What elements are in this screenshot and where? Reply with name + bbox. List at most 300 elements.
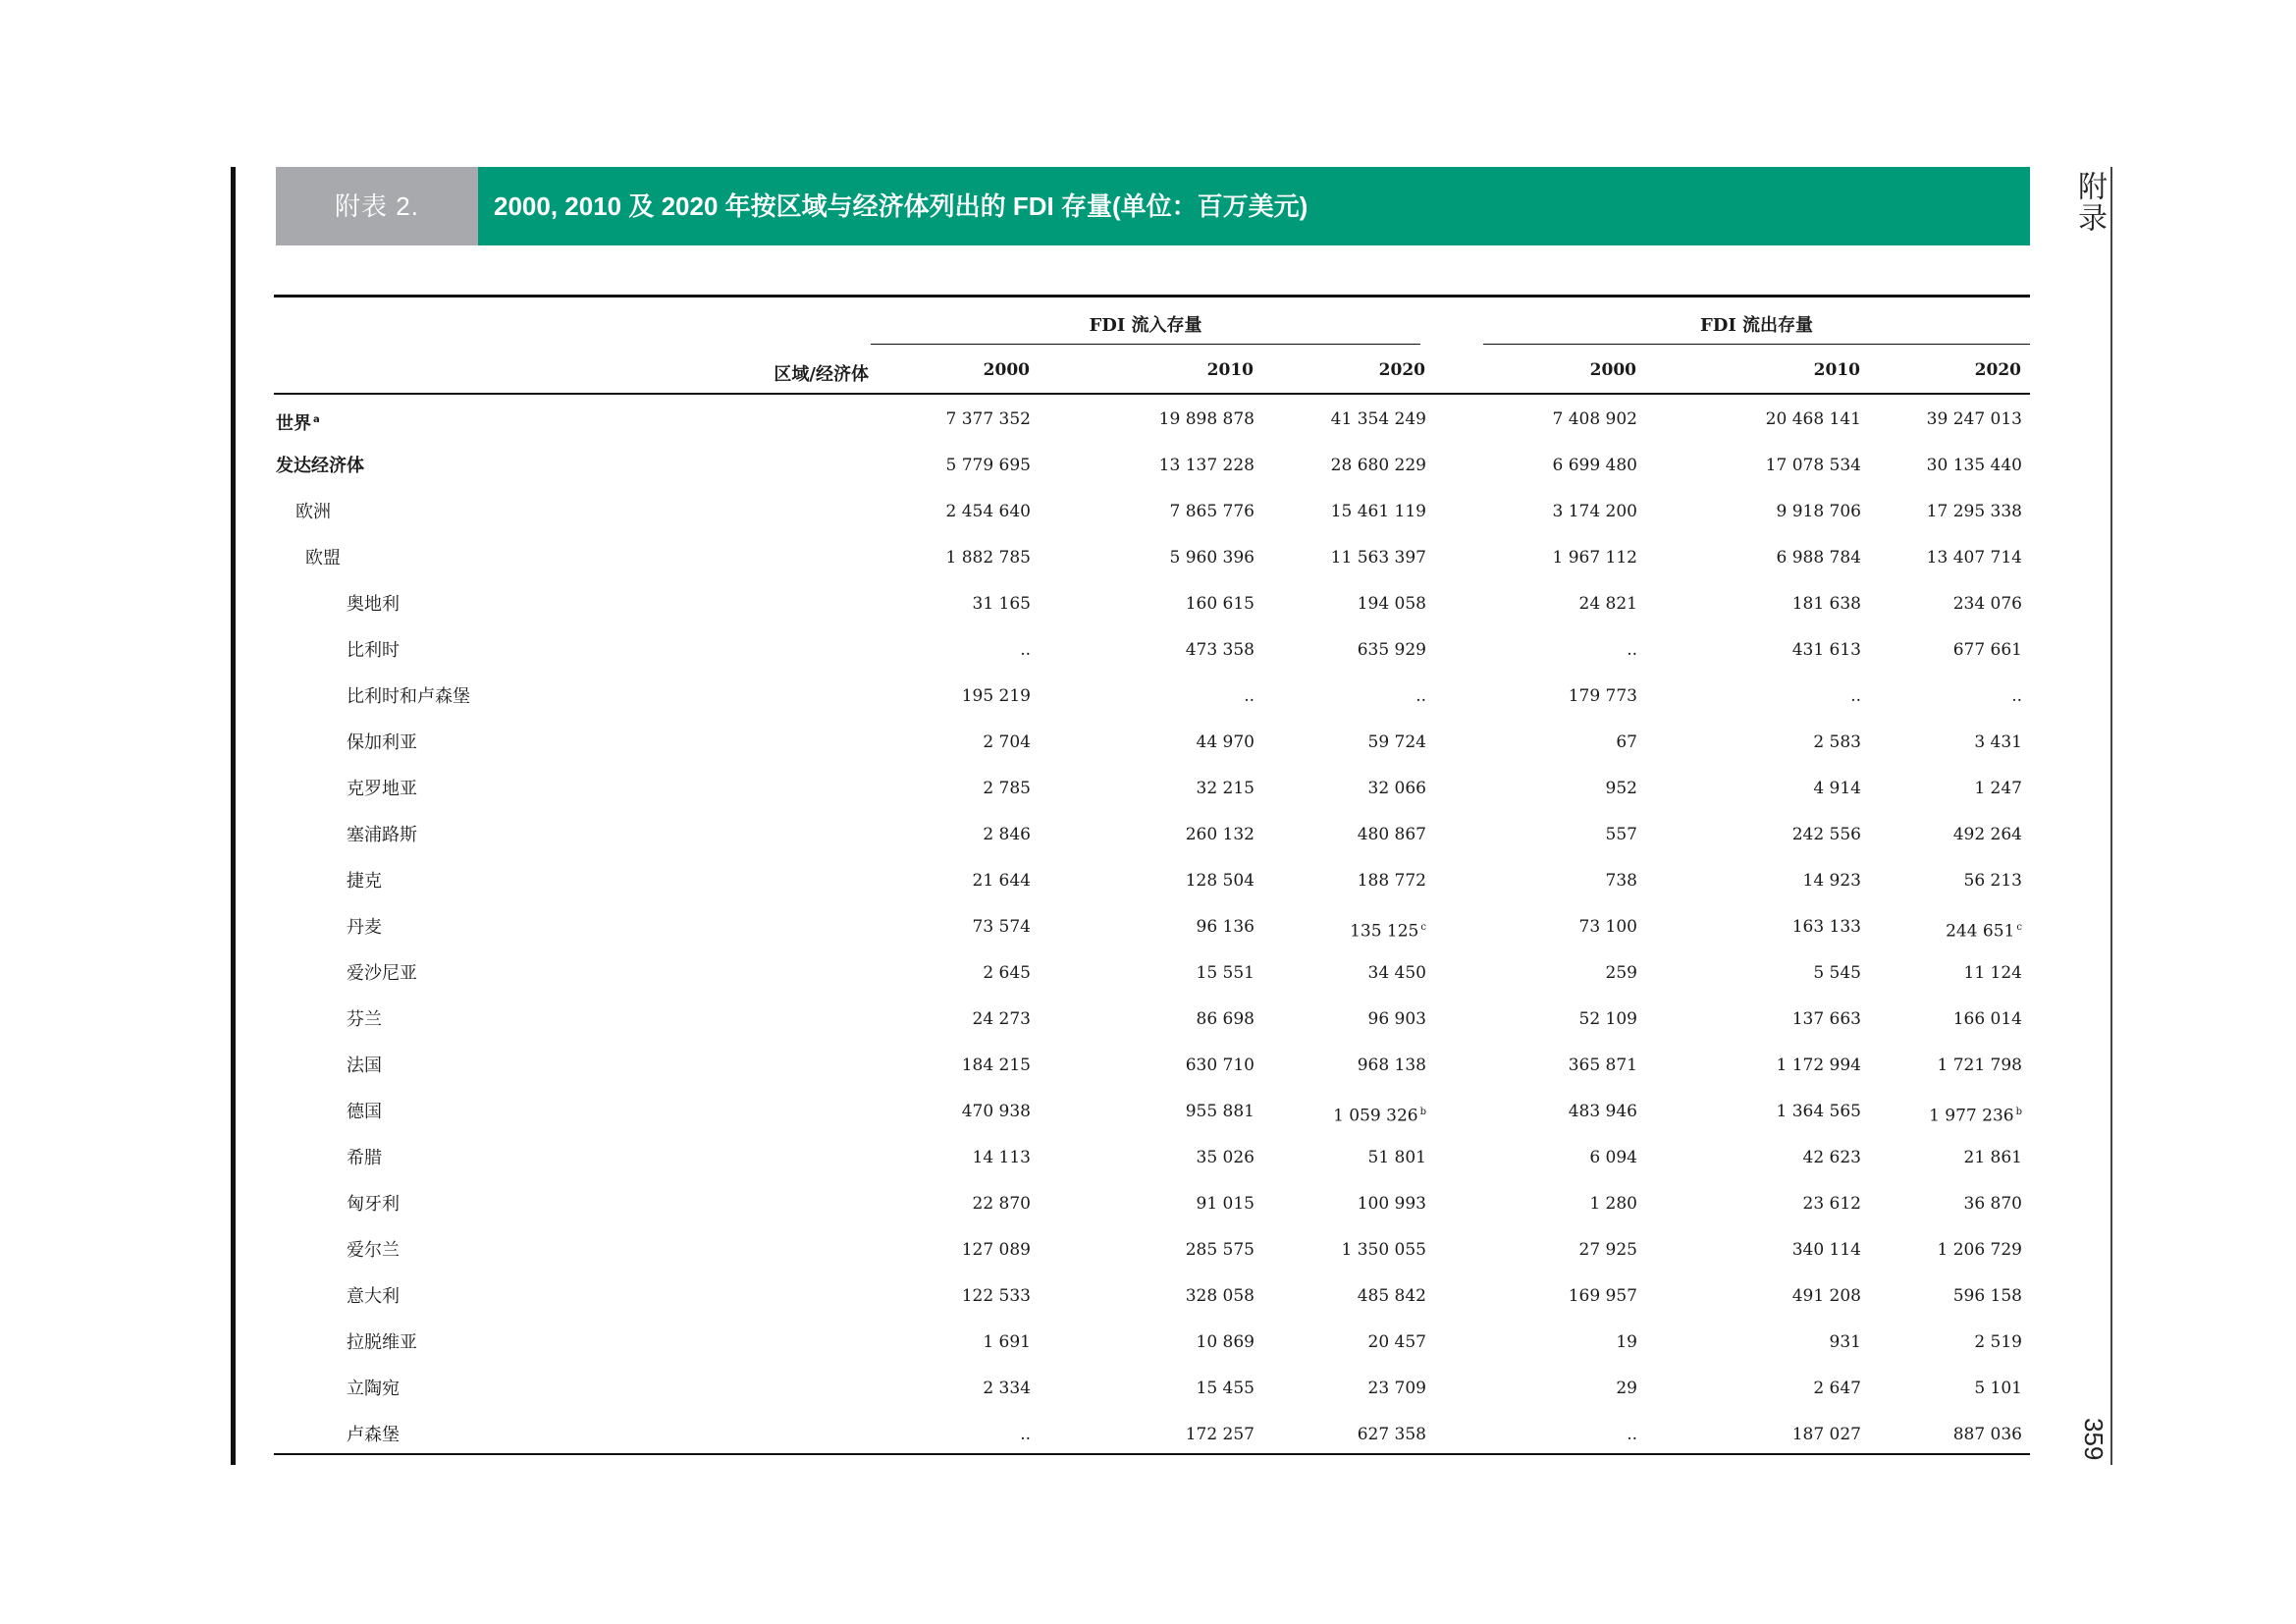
value-cell <box>834 535 1031 581</box>
row-label <box>347 1320 417 1366</box>
table-row <box>274 1043 2030 1089</box>
value-cell <box>1441 1366 1637 1412</box>
value-cell <box>1230 1135 1426 1181</box>
value-cell <box>1441 489 1637 535</box>
value-cell <box>1230 581 1426 627</box>
value-cell <box>1058 443 1255 489</box>
value-cell <box>1441 950 1637 997</box>
value-cell <box>1826 1273 2022 1320</box>
value-cell <box>1230 397 1426 443</box>
value-text: 9 918 706 <box>1776 502 1861 521</box>
row-label <box>305 535 341 581</box>
value-cell <box>834 1135 1031 1181</box>
value-text: 7 408 902 <box>1552 409 1637 429</box>
value-cell <box>1230 1273 1426 1320</box>
value-text: 2 785 <box>983 779 1031 798</box>
value-cell <box>1441 674 1637 720</box>
economy-name: 芬兰 <box>347 1009 382 1030</box>
value-cell <box>834 1227 1031 1273</box>
value-text: 17 295 338 <box>1926 502 2022 521</box>
value-cell <box>1826 674 2022 720</box>
value-cell <box>1441 1043 1637 1089</box>
economy-name: 德国 <box>347 1102 382 1122</box>
table-row <box>274 1320 2030 1366</box>
value-cell <box>834 1366 1031 1412</box>
table-row <box>274 1089 2030 1135</box>
value-cell <box>1826 489 2022 535</box>
value-text: .. <box>1850 686 1861 706</box>
value-text: 485 842 <box>1357 1286 1426 1306</box>
value-cell <box>1058 1181 1255 1227</box>
value-cell <box>1441 1181 1637 1227</box>
value-cell <box>1230 904 1426 955</box>
economy-name: 塞浦路斯 <box>347 825 417 845</box>
value-text: 365 871 <box>1568 1056 1637 1075</box>
value-text: 14 923 <box>1802 871 1861 891</box>
value-text: 480 867 <box>1357 825 1426 844</box>
row-label <box>347 950 417 997</box>
value-cell <box>1058 1366 1255 1412</box>
value-text: 36 870 <box>1963 1194 2022 1214</box>
value-text: 431 613 <box>1791 640 1861 660</box>
value-cell <box>1441 1227 1637 1273</box>
value-cell <box>1826 1320 2022 1366</box>
value-text: 5 545 <box>1813 963 1861 983</box>
value-text: .. <box>1627 640 1637 660</box>
value-cell <box>1058 397 1255 443</box>
value-text: 952 <box>1605 779 1637 798</box>
value-cell <box>1230 858 1426 904</box>
value-cell <box>1826 627 2022 674</box>
value-cell <box>1230 1043 1426 1089</box>
value-cell <box>834 489 1031 535</box>
value-cell <box>1441 581 1637 627</box>
value-text: 52 109 <box>1578 1009 1637 1029</box>
value-text: 20 468 141 <box>1765 409 1861 429</box>
value-text: 6 699 480 <box>1552 456 1637 475</box>
value-text: 24 821 <box>1578 594 1637 614</box>
value-cell <box>1826 397 2022 443</box>
value-text: 187 027 <box>1791 1425 1861 1444</box>
table-row <box>274 904 2030 950</box>
value-cell <box>834 1273 1031 1320</box>
value-text: 6 988 784 <box>1776 548 1861 568</box>
table-row <box>274 535 2030 581</box>
value-cell <box>1441 397 1637 443</box>
value-text: .. <box>1627 1425 1637 1444</box>
value-text: 14 113 <box>972 1148 1031 1167</box>
value-cell <box>1230 997 1426 1043</box>
value-cell <box>834 397 1031 443</box>
value-text: 35 026 <box>1196 1148 1255 1167</box>
value-text: 4 914 <box>1813 779 1861 798</box>
value-text: 2 454 640 <box>945 502 1031 521</box>
value-cell <box>834 997 1031 1043</box>
value-cell <box>1230 443 1426 489</box>
value-cell <box>1441 997 1637 1043</box>
value-text: 2 583 <box>1813 732 1861 752</box>
table-row <box>274 1227 2030 1273</box>
value-text: 179 773 <box>1568 686 1637 706</box>
value-cell <box>1826 812 2022 858</box>
value-text: 492 264 <box>1952 825 2022 844</box>
value-text: 2 647 <box>1813 1379 1861 1398</box>
value-cell <box>1441 627 1637 674</box>
table-row <box>274 397 2030 443</box>
value-cell <box>1826 581 2022 627</box>
value-cell <box>1826 858 2022 904</box>
value-cell <box>1826 950 2022 997</box>
value-cell <box>1441 904 1637 950</box>
value-text: 1 280 <box>1589 1194 1637 1214</box>
row-label <box>347 581 400 627</box>
top-rule <box>274 295 2030 298</box>
value-cell <box>834 674 1031 720</box>
value-text: 73 100 <box>1578 917 1637 937</box>
inward-stock-header: FDI 流入存量 <box>1089 315 1202 336</box>
value-text: 32 215 <box>1196 779 1255 798</box>
table-row <box>274 581 2030 627</box>
value-text: 32 066 <box>1367 779 1426 798</box>
value-text: 260 132 <box>1185 825 1255 844</box>
economy-name: 捷克 <box>347 871 382 892</box>
economy-name: 欧洲 <box>295 502 331 522</box>
value-cell <box>1826 443 2022 489</box>
economy-name: 保加利亚 <box>347 732 417 753</box>
value-text: 135 125 <box>1350 921 1419 942</box>
value-cell <box>1058 581 1255 627</box>
value-cell <box>834 1412 1031 1458</box>
value-text: 7 377 352 <box>945 409 1031 429</box>
value-cell <box>1441 1135 1637 1181</box>
table-row <box>274 1412 2030 1458</box>
value-text: 259 <box>1605 963 1637 983</box>
value-text: 1 247 <box>1974 779 2022 798</box>
value-cell <box>1441 1273 1637 1320</box>
value-text: 169 957 <box>1568 1286 1637 1306</box>
value-text: 194 058 <box>1357 594 1426 614</box>
value-cell <box>1058 1320 1255 1366</box>
value-text: 42 623 <box>1802 1148 1861 1167</box>
value-text: 242 556 <box>1791 825 1861 844</box>
economy-name: 匈牙利 <box>347 1194 400 1215</box>
value-cell <box>1058 858 1255 904</box>
table-title: 2000, 2010 及 2020 年按区域与经济体列出的 FDI 存量(单位：百万美元) <box>478 167 2030 245</box>
value-text: 27 925 <box>1578 1240 1637 1260</box>
value-text: 122 533 <box>961 1286 1031 1306</box>
value-cell <box>1826 720 2022 766</box>
economy-name: 法国 <box>347 1056 382 1076</box>
row-label <box>347 812 417 858</box>
value-text: 73 574 <box>972 917 1031 937</box>
value-cell <box>1826 1181 2022 1227</box>
year-header-outward-2000: 2000 <box>1589 360 1636 380</box>
value-cell <box>1058 489 1255 535</box>
value-text: 86 698 <box>1196 1009 1255 1029</box>
value-cell <box>834 766 1031 812</box>
value-text: 21 861 <box>1963 1148 2022 1167</box>
value-text: 931 <box>1829 1332 1861 1352</box>
value-cell <box>1441 858 1637 904</box>
value-text: .. <box>1020 1425 1031 1444</box>
value-cell <box>834 812 1031 858</box>
value-cell <box>1058 766 1255 812</box>
value-cell <box>1230 627 1426 674</box>
table-row <box>274 1366 2030 1412</box>
value-cell <box>1230 674 1426 720</box>
value-text: 195 219 <box>961 686 1031 706</box>
value-cell <box>1230 535 1426 581</box>
value-cell <box>1058 1135 1255 1181</box>
value-text: 1 882 785 <box>945 548 1031 568</box>
row-label <box>347 720 417 766</box>
value-text: 2 846 <box>983 825 1031 844</box>
value-text: 2 645 <box>983 963 1031 983</box>
region-economy-header: 区域/经济体 <box>774 364 869 385</box>
value-text: 491 208 <box>1791 1286 1861 1306</box>
value-text: 1 691 <box>983 1332 1031 1352</box>
value-text: 738 <box>1605 871 1637 891</box>
row-label <box>347 1181 400 1227</box>
value-cell <box>834 720 1031 766</box>
value-cell <box>834 627 1031 674</box>
value-text: 3 174 200 <box>1552 502 1637 521</box>
row-label <box>347 1089 382 1135</box>
value-cell <box>1230 950 1426 997</box>
economy-name: 发达经济体 <box>276 456 364 476</box>
value-text: 23 709 <box>1367 1379 1426 1398</box>
value-text: 96 136 <box>1196 917 1255 937</box>
value-text: 96 903 <box>1367 1009 1426 1029</box>
table-row <box>274 674 2030 720</box>
value-cell <box>1058 812 1255 858</box>
value-cell <box>1058 1412 1255 1458</box>
economy-name: 比利时 <box>347 640 400 661</box>
inward-group-rule <box>871 344 1420 345</box>
value-text: 470 938 <box>961 1102 1031 1121</box>
value-text: 2 334 <box>983 1379 1031 1398</box>
value-cell <box>834 950 1031 997</box>
row-label <box>347 1135 382 1181</box>
value-cell <box>834 1320 1031 1366</box>
page-number: 359 <box>2079 1418 2109 1461</box>
table-row <box>274 443 2030 489</box>
value-cell <box>1441 1412 1637 1458</box>
table-row <box>274 720 2030 766</box>
value-cell <box>1826 1135 2022 1181</box>
value-cell <box>834 904 1031 950</box>
value-text: 128 504 <box>1185 871 1255 891</box>
value-text: 17 078 534 <box>1765 456 1861 475</box>
value-text: 1 721 798 <box>1937 1056 2022 1075</box>
row-label <box>276 397 320 447</box>
value-text: 596 158 <box>1952 1286 2022 1306</box>
table-banner <box>276 167 2030 245</box>
value-cell <box>1058 674 1255 720</box>
value-text: 3 431 <box>1974 732 2022 752</box>
table-number-label: 附表 2. <box>276 167 478 245</box>
year-header-inward-2010: 2010 <box>1206 360 1254 380</box>
value-cell <box>1826 1043 2022 1089</box>
economy-name: 丹麦 <box>347 917 382 938</box>
value-text: 11 124 <box>1963 963 2022 983</box>
economy-name: 爱尔兰 <box>347 1240 400 1261</box>
value-text: 635 929 <box>1357 640 1426 660</box>
value-text: 7 865 776 <box>1169 502 1255 521</box>
row-label <box>347 858 382 904</box>
value-text: 160 615 <box>1185 594 1255 614</box>
footnote-mark: c <box>2016 922 2022 933</box>
header-bottom-rule <box>274 393 2030 395</box>
side-section-title: 附录 <box>2072 171 2107 234</box>
value-cell <box>1230 1412 1426 1458</box>
value-cell <box>1230 812 1426 858</box>
value-cell <box>1058 1227 1255 1273</box>
right-margin-rule <box>2110 167 2112 1465</box>
value-cell <box>834 581 1031 627</box>
value-text: 15 551 <box>1196 963 1255 983</box>
value-text: 968 138 <box>1357 1056 1426 1075</box>
value-text: 1 967 112 <box>1552 548 1637 568</box>
value-text: 630 710 <box>1185 1056 1255 1075</box>
value-text: 887 036 <box>1952 1425 2022 1444</box>
value-cell <box>834 1181 1031 1227</box>
value-text: 30 135 440 <box>1926 456 2022 475</box>
value-text: 181 638 <box>1791 594 1861 614</box>
value-text: 234 076 <box>1952 594 2022 614</box>
value-text: 5 960 396 <box>1169 548 1255 568</box>
value-text: 1 364 565 <box>1776 1102 1861 1121</box>
value-text: 19 <box>1616 1332 1637 1352</box>
value-text: 56 213 <box>1963 871 2022 891</box>
value-text: 5 101 <box>1974 1379 2022 1398</box>
value-cell <box>1058 1043 1255 1089</box>
value-text: 11 563 397 <box>1330 548 1426 568</box>
value-text: 285 575 <box>1185 1240 1255 1260</box>
value-cell <box>834 858 1031 904</box>
value-cell <box>1058 904 1255 950</box>
year-header-outward-2020: 2020 <box>1974 360 2021 380</box>
value-text: 184 215 <box>961 1056 1031 1075</box>
table-row <box>274 627 2030 674</box>
value-text: 677 661 <box>1952 640 2022 660</box>
value-text: 188 772 <box>1357 871 1426 891</box>
value-cell <box>1441 1089 1637 1135</box>
value-cell <box>1441 443 1637 489</box>
value-cell <box>1826 535 2022 581</box>
value-text: 328 058 <box>1185 1286 1255 1306</box>
table-row <box>274 1135 2030 1181</box>
economy-name: 欧盟 <box>305 548 341 568</box>
value-cell <box>1441 720 1637 766</box>
value-cell <box>1441 766 1637 812</box>
row-label <box>347 904 382 950</box>
footnote-mark: a <box>313 414 320 425</box>
row-label <box>347 1227 400 1273</box>
value-text: 67 <box>1616 732 1637 752</box>
economy-name: 世界 <box>276 413 311 434</box>
value-text: .. <box>1415 686 1426 706</box>
value-text: 1 172 994 <box>1776 1056 1861 1075</box>
economy-name: 意大利 <box>347 1286 400 1307</box>
value-cell <box>1230 1181 1426 1227</box>
value-cell <box>1826 1412 2022 1458</box>
value-cell <box>1441 535 1637 581</box>
value-text: 340 114 <box>1791 1240 1861 1260</box>
row-label <box>347 997 382 1043</box>
outward-group-rule <box>1483 344 2030 345</box>
value-text: 1 350 055 <box>1341 1240 1426 1260</box>
value-cell <box>1826 1227 2022 1273</box>
value-cell <box>1230 1089 1426 1140</box>
value-text: .. <box>1020 640 1031 660</box>
value-cell <box>1058 950 1255 997</box>
row-label <box>295 489 331 535</box>
value-text: 21 644 <box>972 871 1031 891</box>
outward-stock-header: FDI 流出存量 <box>1699 315 1814 336</box>
value-cell <box>834 1089 1031 1135</box>
year-header-inward-2000: 2000 <box>983 360 1030 380</box>
table-row <box>274 489 2030 535</box>
economy-name: 拉脱维亚 <box>347 1332 417 1353</box>
value-text: 28 680 229 <box>1330 456 1426 475</box>
table-row <box>274 1181 2030 1227</box>
value-cell <box>1058 627 1255 674</box>
value-text: 6 094 <box>1589 1148 1637 1167</box>
row-label <box>347 627 400 674</box>
value-cell <box>1441 812 1637 858</box>
value-text: 2 519 <box>1974 1332 2022 1352</box>
value-text: 22 870 <box>972 1194 1031 1214</box>
row-label <box>347 674 470 720</box>
value-cell <box>1230 1366 1426 1412</box>
value-cell <box>1230 489 1426 535</box>
value-text: 172 257 <box>1185 1425 1255 1444</box>
value-text: 100 993 <box>1357 1194 1426 1214</box>
table-row <box>274 812 2030 858</box>
table-row <box>274 858 2030 904</box>
footnote-mark: b <box>1419 1107 1426 1117</box>
economy-name: 奥地利 <box>347 594 400 615</box>
value-cell <box>834 443 1031 489</box>
value-cell <box>1826 997 2022 1043</box>
economy-name: 希腊 <box>347 1148 382 1168</box>
value-cell <box>834 1043 1031 1089</box>
economy-name: 克罗地亚 <box>347 779 417 799</box>
value-text: 1 977 236 <box>1929 1106 2014 1126</box>
value-text: 166 014 <box>1952 1009 2022 1029</box>
table-row <box>274 766 2030 812</box>
economy-name: 比利时和卢森堡 <box>347 686 470 707</box>
value-cell <box>1058 535 1255 581</box>
value-cell <box>1441 1320 1637 1366</box>
value-text: 955 881 <box>1185 1102 1255 1121</box>
value-text: 41 354 249 <box>1330 409 1426 429</box>
value-cell <box>1230 1227 1426 1273</box>
row-label <box>347 1043 382 1089</box>
value-text: 59 724 <box>1367 732 1426 752</box>
economy-name: 爱沙尼亚 <box>347 963 417 984</box>
footnote-mark: b <box>2015 1107 2022 1117</box>
value-text: 483 946 <box>1568 1102 1637 1121</box>
value-text: 127 089 <box>961 1240 1031 1260</box>
value-text: 23 612 <box>1802 1194 1861 1214</box>
value-text: 13 137 228 <box>1158 456 1255 475</box>
value-text: 34 450 <box>1367 963 1426 983</box>
value-text: 163 133 <box>1791 917 1861 937</box>
value-text: 39 247 013 <box>1926 409 2022 429</box>
value-cell <box>1826 766 2022 812</box>
